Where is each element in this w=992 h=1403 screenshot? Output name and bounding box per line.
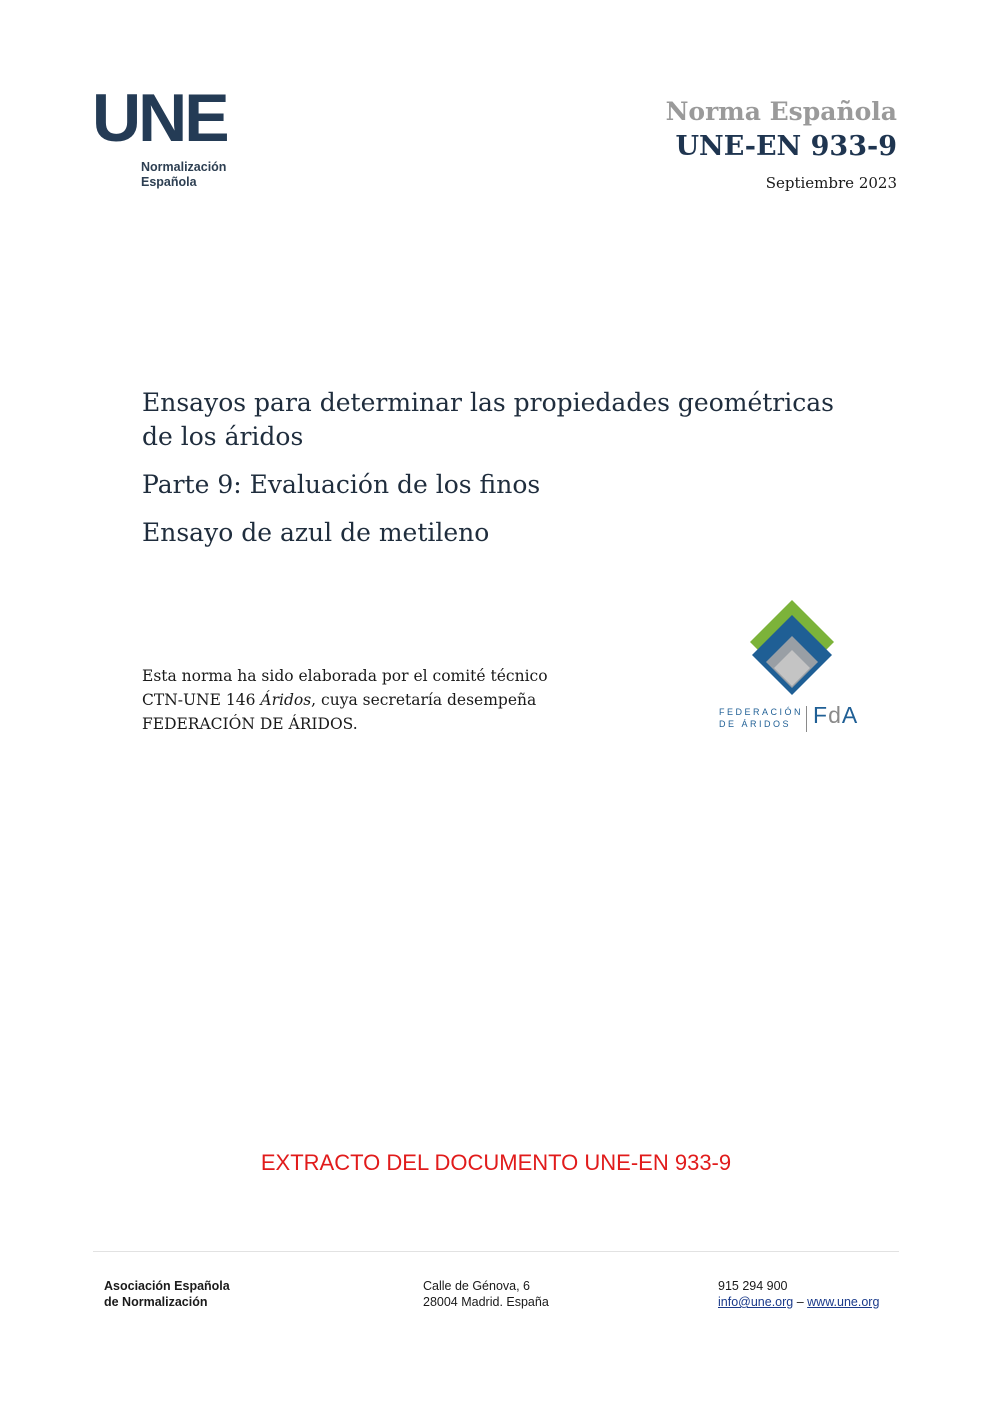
une-logo xyxy=(92,80,227,190)
fda-wordmark-line1: FEDERACIÓN xyxy=(719,707,804,717)
email-link[interactable]: info@une.org xyxy=(718,1295,794,1309)
footer-org-line2: de Normalización xyxy=(104,1295,208,1309)
footer-link-separator: – xyxy=(793,1295,808,1309)
fda-wordmark-line2: DE ÁRIDOS xyxy=(719,719,792,729)
website-link[interactable]: www.une.org xyxy=(807,1295,880,1309)
footer-divider xyxy=(93,1251,899,1252)
footer-organization xyxy=(104,1278,230,1310)
footer-links xyxy=(718,1294,879,1310)
footer-address xyxy=(423,1278,549,1310)
title-part: Parte 9: Evaluación de los finos xyxy=(142,470,541,499)
fda-separator xyxy=(806,706,807,732)
committee-line1: Esta norma ha sido elaborada por el comité técnico xyxy=(142,667,548,685)
une-logo-sub-line1: Normalización xyxy=(141,160,227,174)
document-header xyxy=(666,96,897,192)
title-line1: Ensayos para determinar las propiedades geométricas xyxy=(142,388,834,417)
committee-ctn: CTN-UNE 146 xyxy=(142,691,261,709)
norm-label: Norma Española xyxy=(665,97,897,126)
norm-code: UNE-EN 933-9 xyxy=(675,131,897,162)
title-block xyxy=(142,386,862,550)
committee-line2 xyxy=(142,688,602,712)
footer-address-line2: 28004 Madrid. España xyxy=(423,1295,549,1309)
title-line2: de los áridos xyxy=(142,422,304,451)
fda-logo xyxy=(716,598,876,738)
footer-contact xyxy=(718,1278,879,1310)
fda-abbr-d: d xyxy=(828,702,842,728)
footer-org-line1: Asociación Española xyxy=(104,1279,230,1293)
fda-abbr-f: F xyxy=(813,702,829,728)
committee-ctn-name: Áridos xyxy=(260,691,312,709)
committee-line2-rest: , cuya secretaría desempeña xyxy=(311,691,537,709)
une-logo-subtitle xyxy=(141,160,227,190)
fda-abbreviation xyxy=(813,702,858,729)
publication-date: Septiembre 2023 xyxy=(765,174,897,192)
title-subtitle: Ensayo de azul de metileno xyxy=(142,518,490,547)
fda-diamond-icon xyxy=(716,598,876,703)
une-logo-mark: UNE xyxy=(92,80,227,156)
committee-statement xyxy=(142,664,602,736)
fda-wordmark xyxy=(719,706,803,730)
title-main xyxy=(142,386,862,454)
fda-abbr-a: A xyxy=(841,702,859,728)
une-logo-sub-line2: Española xyxy=(141,175,197,189)
extract-notice: EXTRACTO DEL DOCUMENTO UNE-EN 933-9 xyxy=(260,1150,732,1175)
committee-line3: FEDERACIÓN DE ÁRIDOS. xyxy=(142,715,358,733)
footer-phone: 915 294 900 xyxy=(718,1279,788,1293)
footer-address-line1: Calle de Génova, 6 xyxy=(423,1279,531,1293)
